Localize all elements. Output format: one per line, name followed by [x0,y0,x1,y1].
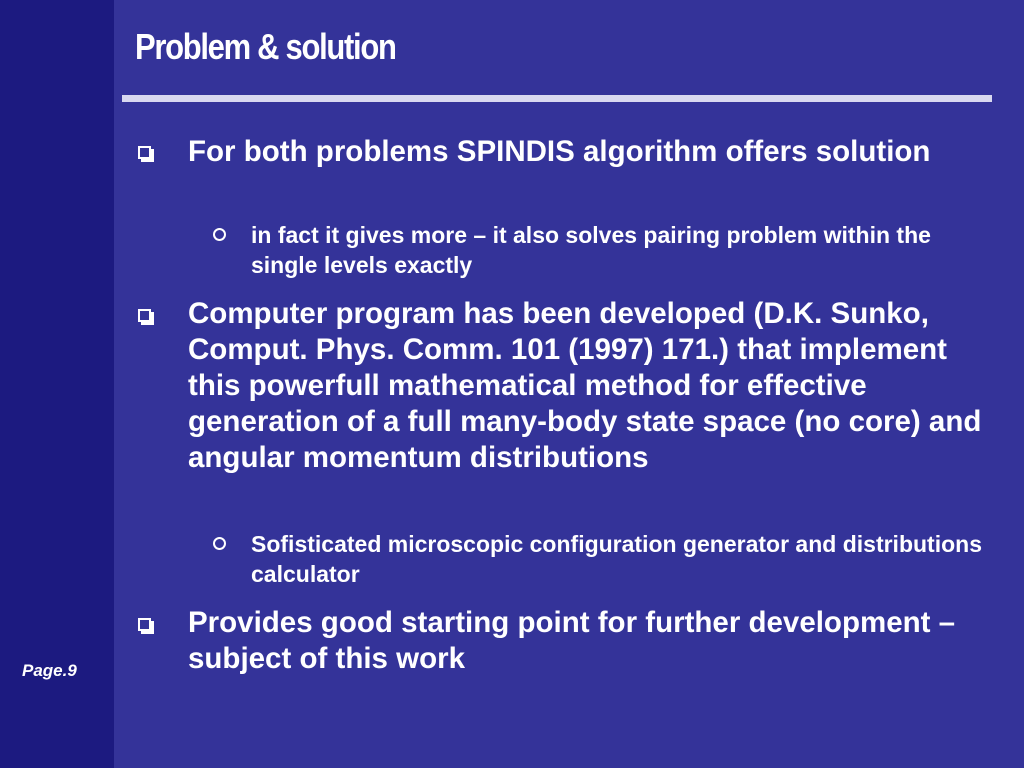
bullet-3: Provides good starting point for further development – subject of this work [188,606,956,675]
bullet-2: Computer program has been developed (D.K. Sunko, Comput. Phys. Comm. 101 (1997) 171.) that implement this powerfull mathematical method for effective generation of a full many-body state space (no core) and angular momentum distributions [188,297,982,474]
square-bullet-icon [138,146,151,159]
circle-bullet-icon [213,228,226,241]
bullet-1: For both problems SPINDIS algorithm offers solution [188,135,931,168]
left-band [0,0,114,768]
sub-bullet-2: Sofisticated microscopic configuration generator and distributions calculator [251,531,982,587]
square-bullet-icon [138,309,151,322]
slide-title: Problem & solution [135,26,396,67]
sub-bullet-1: in fact it gives more – it also solves pairing problem within the single levels exactly [251,222,931,278]
circle-bullet-icon [213,537,226,550]
square-bullet-icon [138,618,151,631]
title-divider [122,95,992,102]
page-number: Page.9 [22,661,77,680]
